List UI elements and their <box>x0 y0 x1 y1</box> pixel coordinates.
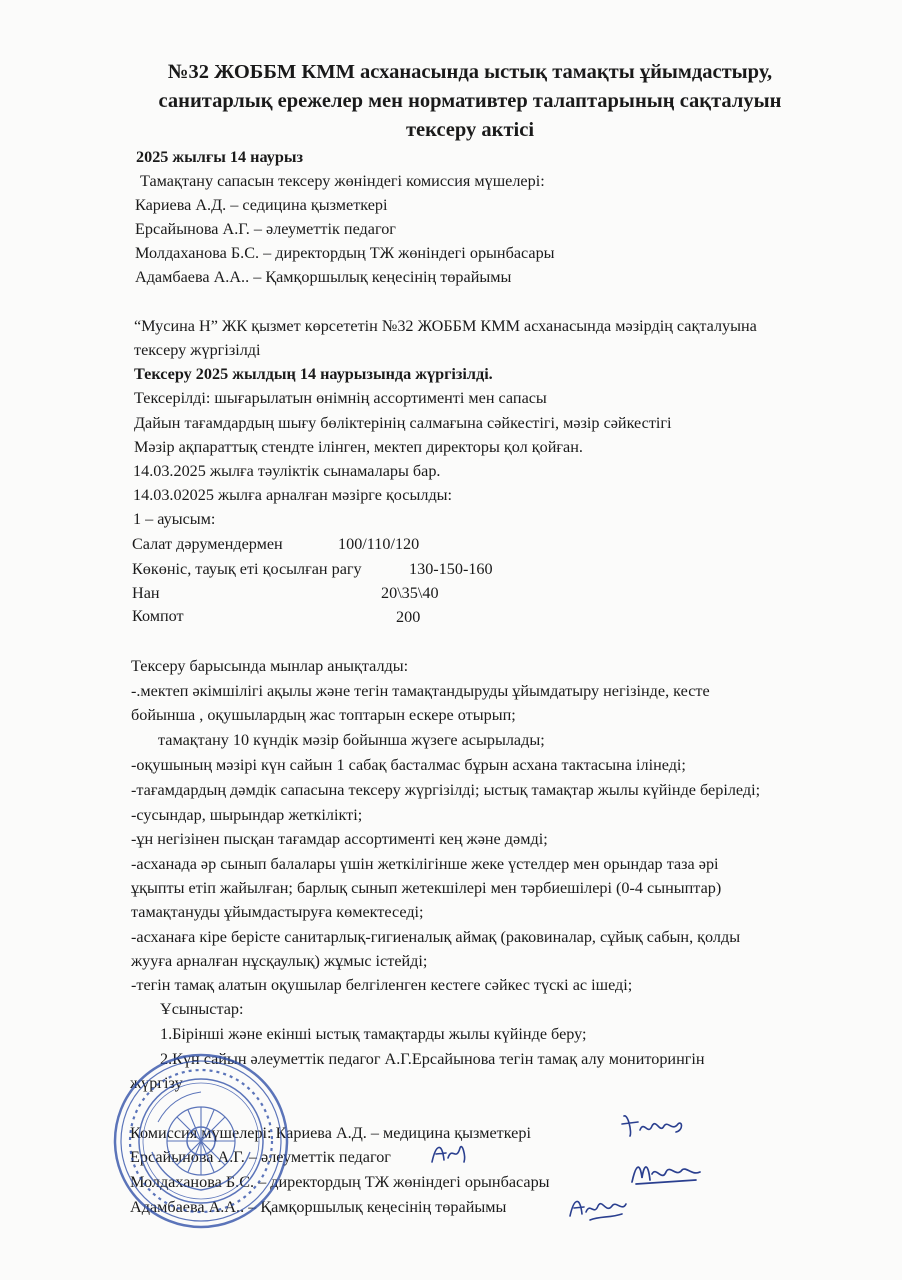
signature-line: Адамбаева А.А.. – Қамқоршылық кеңесінің төрайымы <box>130 1198 507 1216</box>
signature-adambayeva-icon <box>566 1190 630 1224</box>
finding-line: жууға арналған нұсқаулық) жұмыс істейді; <box>131 952 428 970</box>
signature-line: Молдаханова Б.С. – директордың ТЖ жөніндегі орынбасары <box>130 1173 550 1191</box>
recommendation-line: 1.Бірінші және екінші ыстық тамақтарды жылы күйінде беру; <box>160 1025 587 1043</box>
document-title <box>150 58 790 145</box>
shift-label: 1 – ауысым: <box>133 510 216 528</box>
finding-line: -.мектеп әкімшілігі ақылы және тегін тамақтандыруды ұйымдатыру негізінде, кесте <box>131 682 710 700</box>
finding-line: -тегін тамақ алатын оқушылар белгіленген кестеге сәйкес түскі ас ішеді; <box>131 976 633 994</box>
finding-line: тамақтануды ұйымдастыруға көмектеседі; <box>131 903 424 921</box>
finding-line: -тағамдардың дәмдік сапасына тексеру жүргізілді; ыстық тамақтар жылы күйінде беріледі; <box>131 781 761 799</box>
title-line-1: №32 ЖОББМ КММ асханасында ыстық тамақты ұйымдастыру, <box>167 61 773 83</box>
signature-line: Комиссия мүшелері: Кариева А.Д. – медицина қызметкері <box>130 1124 531 1142</box>
recommendation-line: жүргізу <box>130 1074 183 1092</box>
recommendation-line: 2.Күн сайын әлеуметтік педагог А.Г.Ерсайынова тегін тамақ алу мониторингін <box>160 1050 705 1068</box>
recommendations-heading: Ұсыныстар: <box>160 1000 244 1018</box>
commission-heading: Тамақтану сапасын тексеру жөніндегі комиссия мүшелері: <box>140 172 545 190</box>
finding-line: ұқыпты етіп жайылған; барлық сынып жетекшілері мен тәрбиешілері (0-4 сыныптар) <box>131 879 722 897</box>
signature-line: Ерсайынова А.Г. – әлеуметтік педагог <box>130 1148 391 1166</box>
finding-line: тамақтану 10 күндік мәзір бойынша жүзеге асырылады; <box>158 731 545 749</box>
commission-member: Ерсайынова А.Г. – әлеуметтік педагог <box>135 220 396 238</box>
menu-item-portion: 200 <box>396 608 421 626</box>
inspection-date: Тексеру 2025 жылдың 14 наурызында жүргізілді. <box>134 365 493 383</box>
finding-line: -сусындар, шырындар жеткілікті; <box>131 806 363 824</box>
menu-item-portion: 100/110/120 <box>338 535 420 553</box>
checked-item: 14.03.2025 жылға тәуліктік сынамалары бар. <box>133 462 441 480</box>
intro-line-2: тексеру жүргізілді <box>134 341 261 359</box>
finding-line: -асханаға кіре берісте санитарлық-гигиеналық аймақ (раковиналар, сұйық сабын, қолды <box>131 928 741 946</box>
document-date: 2025 жылғы 14 наурыз <box>136 148 303 166</box>
menu-item-portion: 20\35\40 <box>381 584 439 602</box>
menu-item-portion: 130-150-160 <box>409 560 493 578</box>
finding-line: -асханада әр сынып балалары үшін жеткілігінше жеке үстелдер мен орындар таза әрі <box>131 855 719 873</box>
finding-line: -оқушының мәзірі күн сайын 1 сабақ басталмас бұрын асхана тактасына ілінеді; <box>131 756 686 774</box>
commission-member: Кариева А.Д. – седицина қызметкері <box>135 196 388 214</box>
signature-ersaiynova-icon <box>428 1138 470 1168</box>
finding-line: бойынша , оқушылардың жас топтарын ескере отырып; <box>131 706 516 724</box>
checked-item: 14.03.02025 жылға арналған мәзірге қосылды: <box>133 486 453 504</box>
signature-moldakhanova-icon <box>626 1154 704 1190</box>
signature-kariyeva-icon <box>618 1110 690 1142</box>
title-line-2: санитарлық ережелер мен нормативтер талаптарының сақталуын <box>158 90 782 112</box>
findings-heading: Тексеру барысында мынлар анықталды: <box>131 657 409 675</box>
checked-item: Дайын тағамдардың шығу бөліктерінің салмағына сәйкестігі, мәзір сәйкестігі <box>134 414 672 432</box>
checked-item: Мәзір ақпараттық стендте ілінген, мектеп директоры қол қойған. <box>134 438 583 456</box>
title-line-3: тексеру актісі <box>405 119 535 141</box>
finding-line: -ұн негізінен пысқан тағамдар ассортименті кең және дәмді; <box>131 830 548 848</box>
intro-line-1: “Мусина Н” ЖК қызмет көрсететін №32 ЖОББМ КММ асханасында мәзірдің сақталуына <box>134 317 757 335</box>
official-stamp-icon <box>112 1052 290 1230</box>
checked-item: Тексерілді: шығарылатын өнімнің ассортименті мен сапасы <box>134 389 547 407</box>
menu-item-name: Көкөніс, тауық еті қосылған рагу <box>132 560 362 578</box>
commission-member: Адамбаева А.А.. – Қамқоршылық кеңесінің төрайымы <box>135 268 512 286</box>
menu-item-name: Салат дәрумендермен <box>132 535 283 553</box>
menu-item-name: Компот <box>132 607 184 625</box>
commission-member: Молдаханова Б.С. – директордың ТЖ жөніндегі орынбасары <box>135 244 555 262</box>
menu-item-name: Нан <box>132 584 160 602</box>
